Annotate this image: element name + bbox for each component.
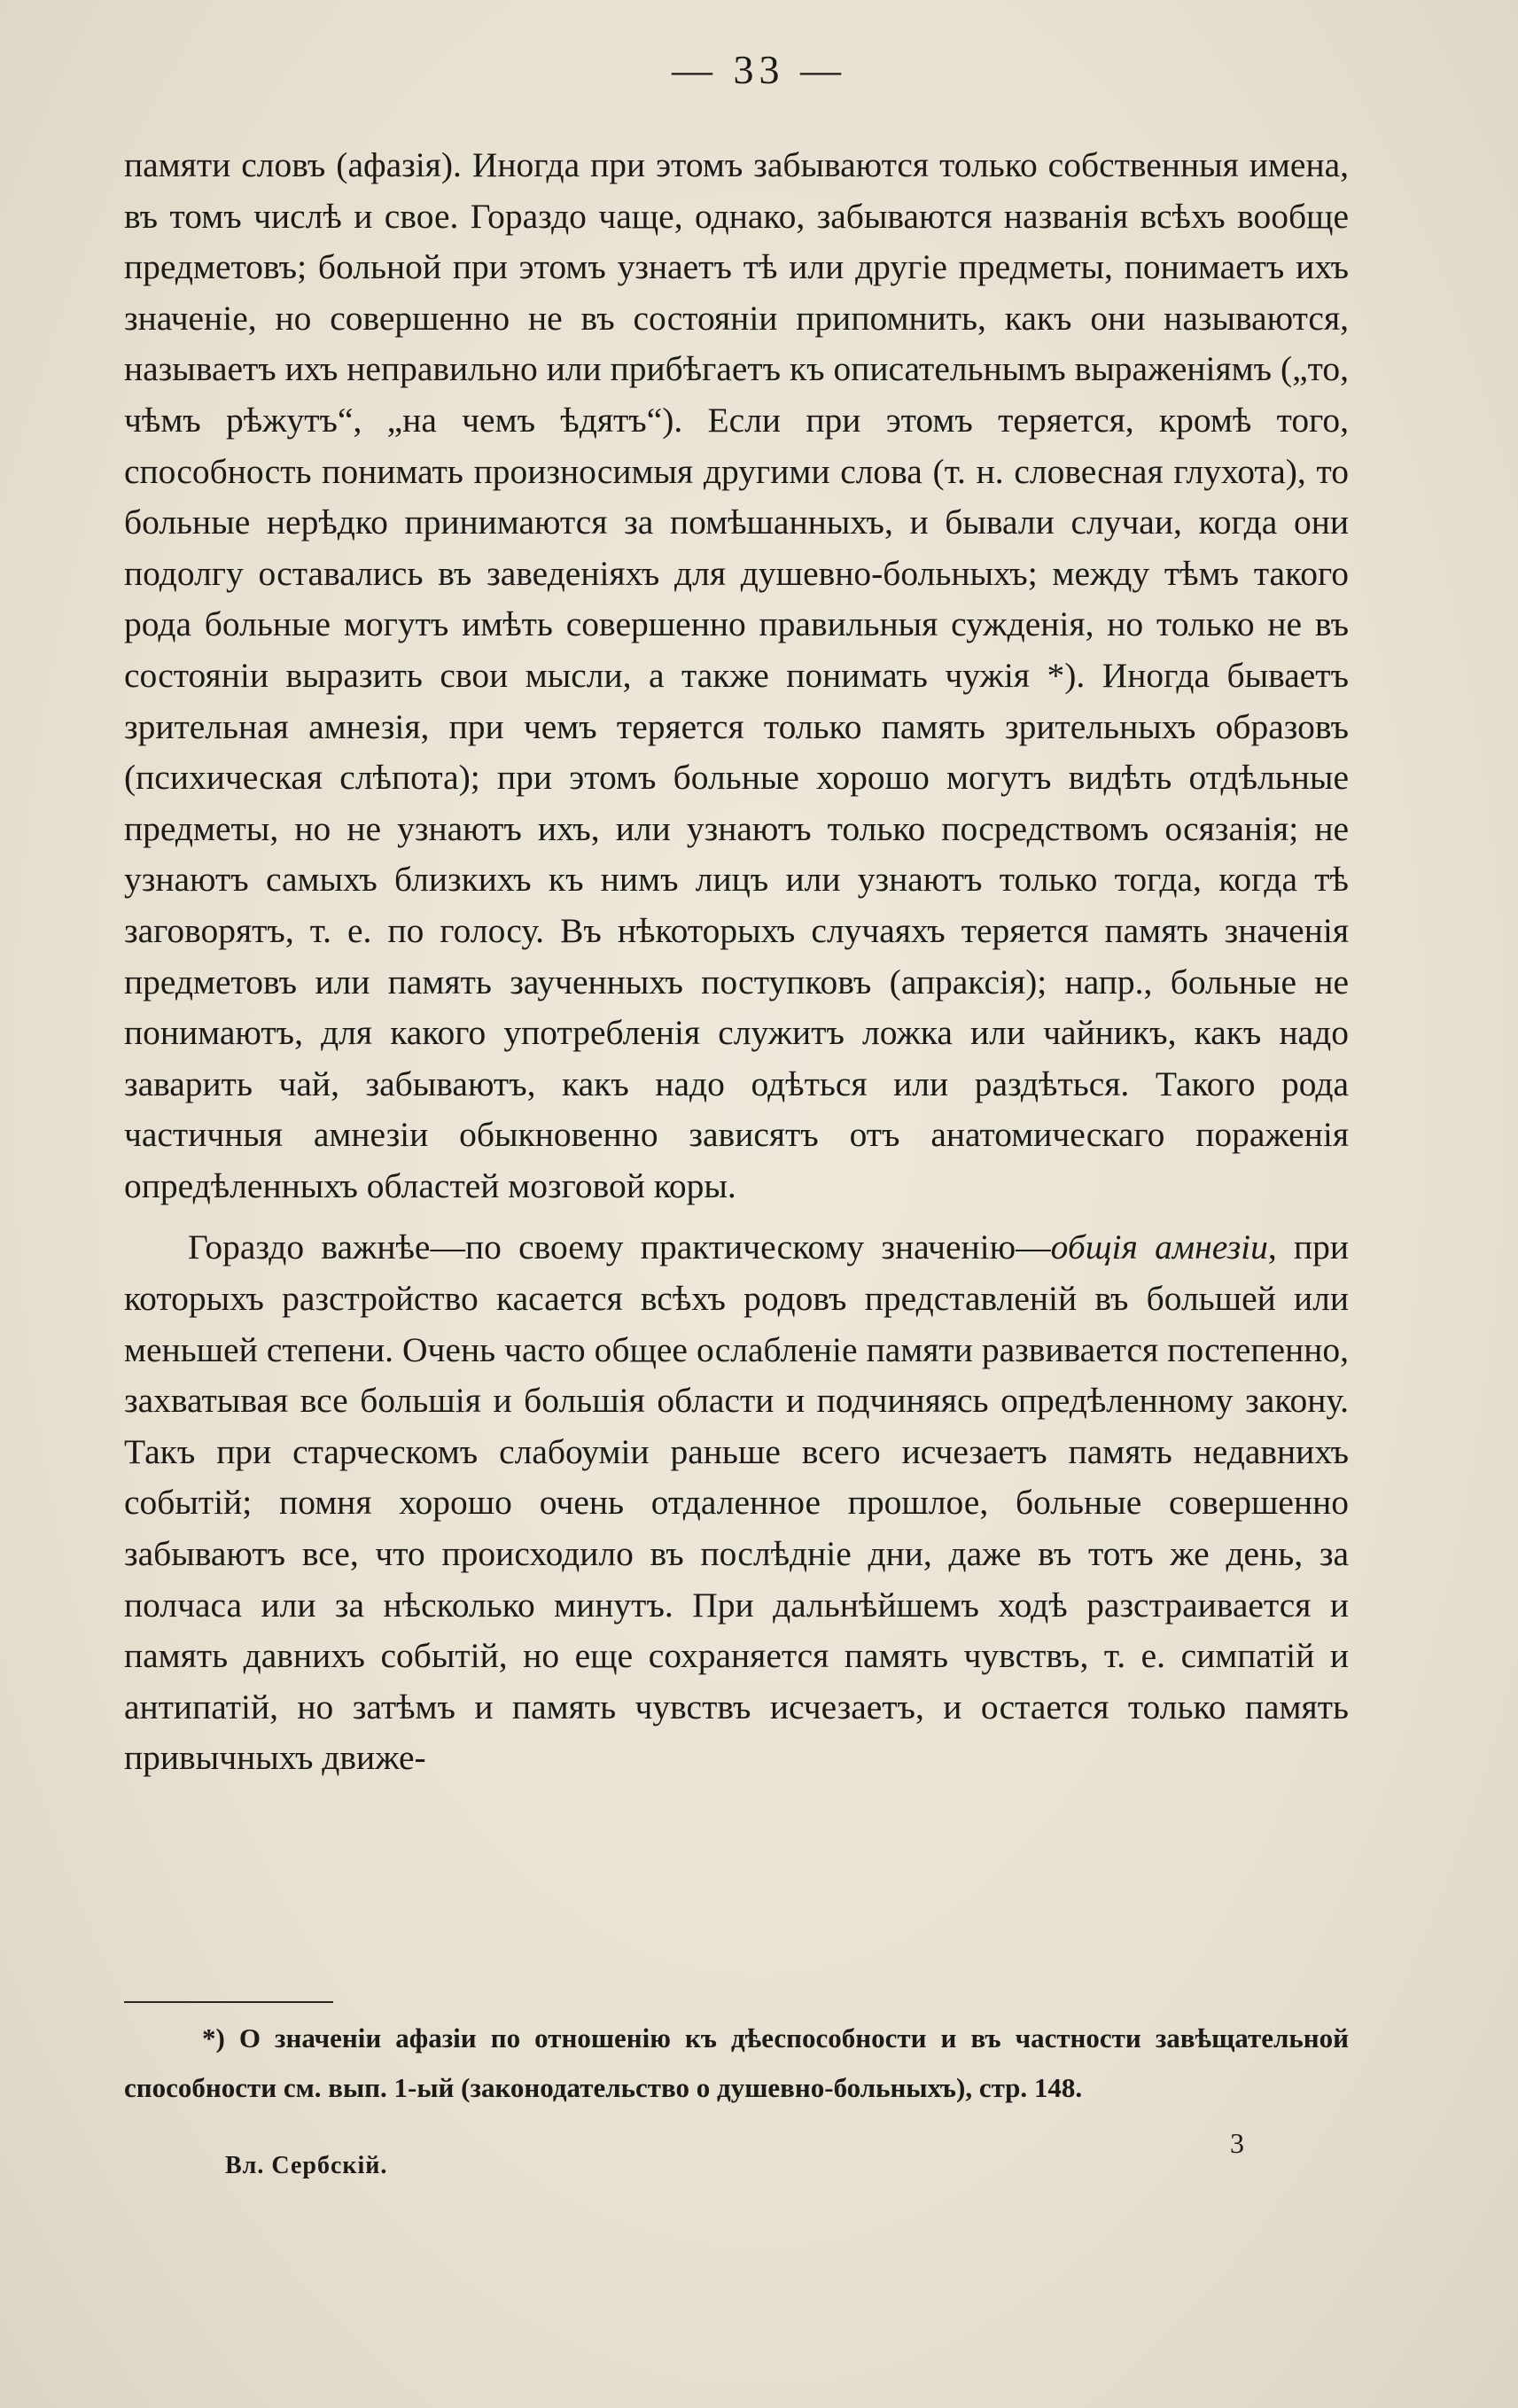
signature-mark: Вл. Сербскій. <box>225 2152 388 2179</box>
footnote-divider <box>124 2001 333 2003</box>
sheet-number: 3 <box>1230 2127 1244 2159</box>
footnote: *) О значеніи афазіи по отношенію къ дѣеспособности и въ частности завѣщательной способности см. вып. 1-ый (законодательство о душевно-больныхъ), стр. 148. <box>124 2022 1349 2103</box>
page-number: — 33 — <box>672 47 846 92</box>
paragraph-2-rest: , при которыхъ разстройство касается всѣхъ родовъ представленій въ большей или меньшей степени. Очень часто общее ослабленіе памяти развивается постепенно, захватывая все большія и большія области и подчиняясь опредѣленному закону. Такъ при старческомъ слабоуміи раньше всего исчезаетъ память недавнихъ событій; помня хорошо очень отдаленное прошлое, больные совершенно забываютъ все, что происходило въ послѣдніе дни, даже въ тотъ же день, за полчаса или за нѣсколько минутъ. При дальнѣйшемъ ходѣ разстраивается и память давнихъ событій, но еще сохраняется память чувствъ, т. е. симпатій и антипатій, но затѣмъ и память чувствъ исчезаетъ, и остается только память привычныхъ движе- <box>124 1227 1350 1778</box>
paragraph-2-lead: Гораздо важнѣе—по своему практическому значенію— <box>188 1227 1051 1267</box>
paragraph-2 <box>124 1222 1349 1784</box>
paragraph-1: памяти словъ (афазія). Иногда при этомъ забываются только собственныя имена, въ томъ числѣ и свое. Гораздо чаще, однако, забываются названія всѣхъ вообще предметовъ; больной при этомъ узнаетъ тѣ или другіе предметы, понимаетъ ихъ значеніе, но совершенно не въ состояніи припомнить, какъ они называются, называетъ ихъ неправильно или прибѣгаетъ къ описательнымъ выраженіямъ („то, чѣмъ рѣжутъ“, „на чемъ ѣдятъ“). Если при этомъ теряется, кромѣ того, способность понимать произносимыя другими слова (т. н. словесная глухота), то больные нерѣдко принимаются за помѣшанныхъ, и бывали случаи, когда они подолгу оставались въ заведеніяхъ для душевно-больныхъ; между тѣмъ такого рода больные могутъ имѣть совершенно правильныя сужденія, но только не въ состояніи выразить свои мысли, а также понимать чужія *). Иногда бываетъ зрительная амнезія, при чемъ теряется только память зрительныхъ образовъ (психическая слѣпота); при этомъ больные хорошо могутъ видѣть отдѣльные предметы, но не узнаютъ ихъ, или узнаютъ только посредствомъ осязанія; не узнаютъ самыхъ близкихъ къ нимъ лицъ или узнаютъ только тогда, когда тѣ заговорятъ, т. е. по голосу. Въ нѣкоторыхъ случаяхъ теряется память значенія предметовъ или память заученныхъ поступковъ (апраксія); напр., больные не понимаютъ, для какого употребленія служитъ ложка или чайникъ, какъ надо заварить чай, забываютъ, какъ надо одѣться или раздѣться. Такого рода частичныя амнезіи обыкновенно зависятъ отъ анатомическаго пораженія опредѣленныхъ областей мозговой коры. <box>124 145 1349 1205</box>
main-text <box>124 140 1349 1784</box>
paragraph-2-italic-term: общія амнезіи <box>1050 1227 1268 1267</box>
